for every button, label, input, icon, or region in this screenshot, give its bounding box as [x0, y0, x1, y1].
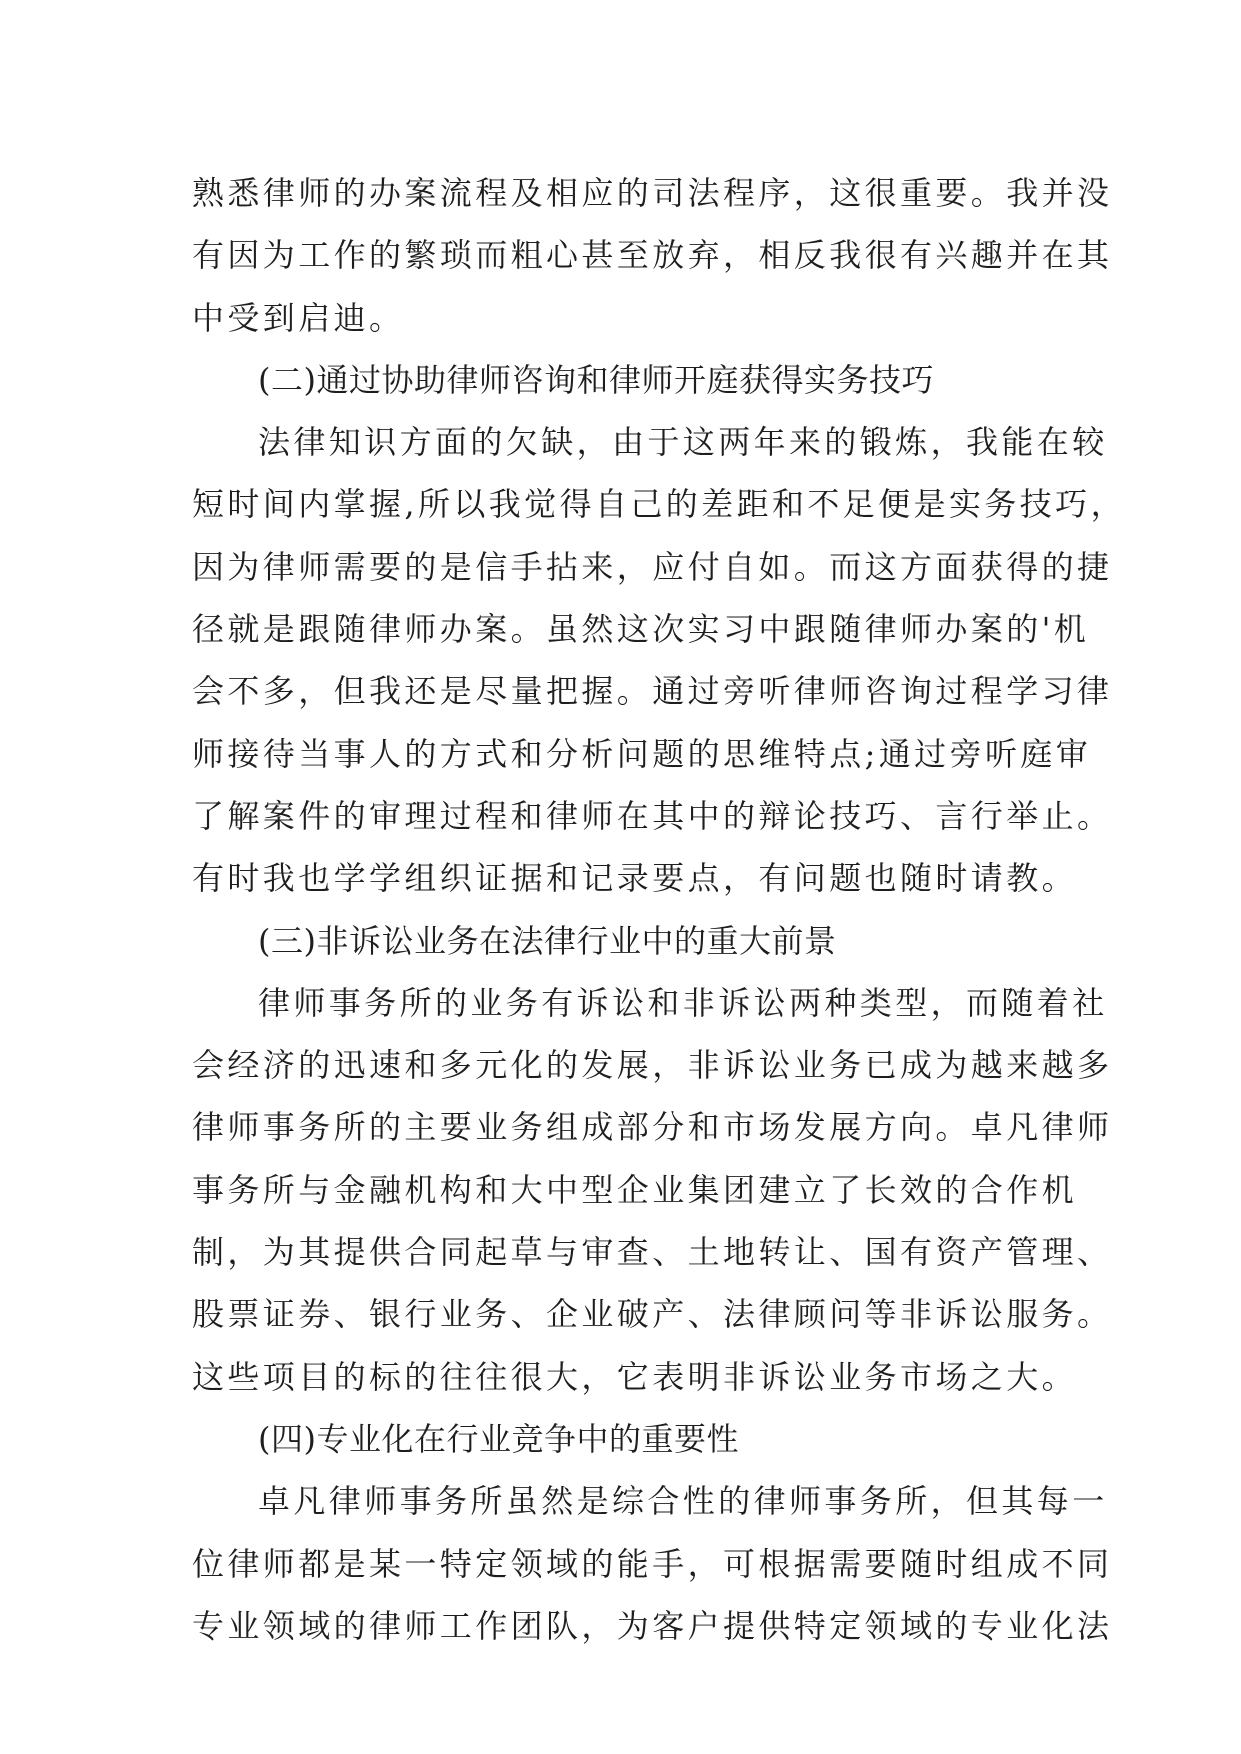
text-line: 有时我也学学组织证据和记录要点，有问题也随时请教。 — [192, 859, 1078, 898]
section-heading: (四)专业化在行业竞争中的重要性 — [258, 1419, 739, 1458]
text-line: 制，为其提供合同起草与审查、土地转让、国有资产管理、 — [192, 1233, 1113, 1272]
text-line: 律师事务所的主要业务组成部分和市场发展方向。卓凡律师 — [192, 1108, 1113, 1147]
text-line: 律师事务所的业务有诉讼和非诉讼两种类型，而随着社 — [258, 983, 1108, 1022]
text-line: 熟悉律师的办案流程及相应的司法程序，这很重要。我并没 — [192, 174, 1113, 212]
text-line: 法律知识方面的欠缺，由于这两年来的锻炼，我能在较 — [258, 423, 1108, 462]
text-line: 师接待当事人的方式和分析问题的思维特点;通过旁听庭审 — [192, 734, 1092, 773]
text-line: 有因为工作的繁琐而粗心甚至放弃，相反我很有兴趣并在其 — [192, 236, 1113, 275]
text-line: 短时间内掌握,所以我觉得自己的差距和不足便是实务技巧， — [192, 485, 1126, 524]
text-line: 卓凡律师事务所虽然是综合性的律师事务所，但其每一 — [258, 1482, 1108, 1521]
text-line: 会不多，但我还是尽量把握。通过旁听律师咨询过程学习律 — [192, 672, 1113, 711]
text-line: 因为律师需要的是信手拈来，应付自如。而这方面获得的捷 — [192, 547, 1113, 586]
text-line: 会经济的迅速和多元化的发展，非诉讼业务已成为越来越多 — [192, 1046, 1113, 1085]
text-line: 专业领域的律师工作团队，为客户提供特定领域的专业化法 — [192, 1606, 1113, 1645]
text-line: 事务所与金融机构和大中型企业集团建立了长效的合作机 — [192, 1170, 1078, 1209]
section-heading: (二)通过协助律师咨询和律师开庭获得实务技巧 — [258, 360, 934, 399]
section-heading: (三)非诉讼业务在法律行业中的重大前景 — [258, 921, 837, 960]
document-body — [192, 162, 1126, 1657]
text-line: 径就是跟随律师办案。虽然这次实习中跟随律师办案的'机 — [192, 610, 1090, 649]
text-line: 这些项目的标的往往很大，它表明非诉讼业务市场之大。 — [192, 1357, 1078, 1396]
text-line: 股票证券、银行业务、企业破产、法律顾问等非诉讼服务。 — [192, 1295, 1113, 1334]
text-line: 了解案件的审理过程和律师在其中的辩论技巧、言行举止。 — [192, 796, 1113, 835]
text-line: 中受到启迪。 — [192, 298, 405, 337]
text-line: 位律师都是某一特定领域的能手，可根据需要随时组成不同 — [192, 1544, 1113, 1583]
